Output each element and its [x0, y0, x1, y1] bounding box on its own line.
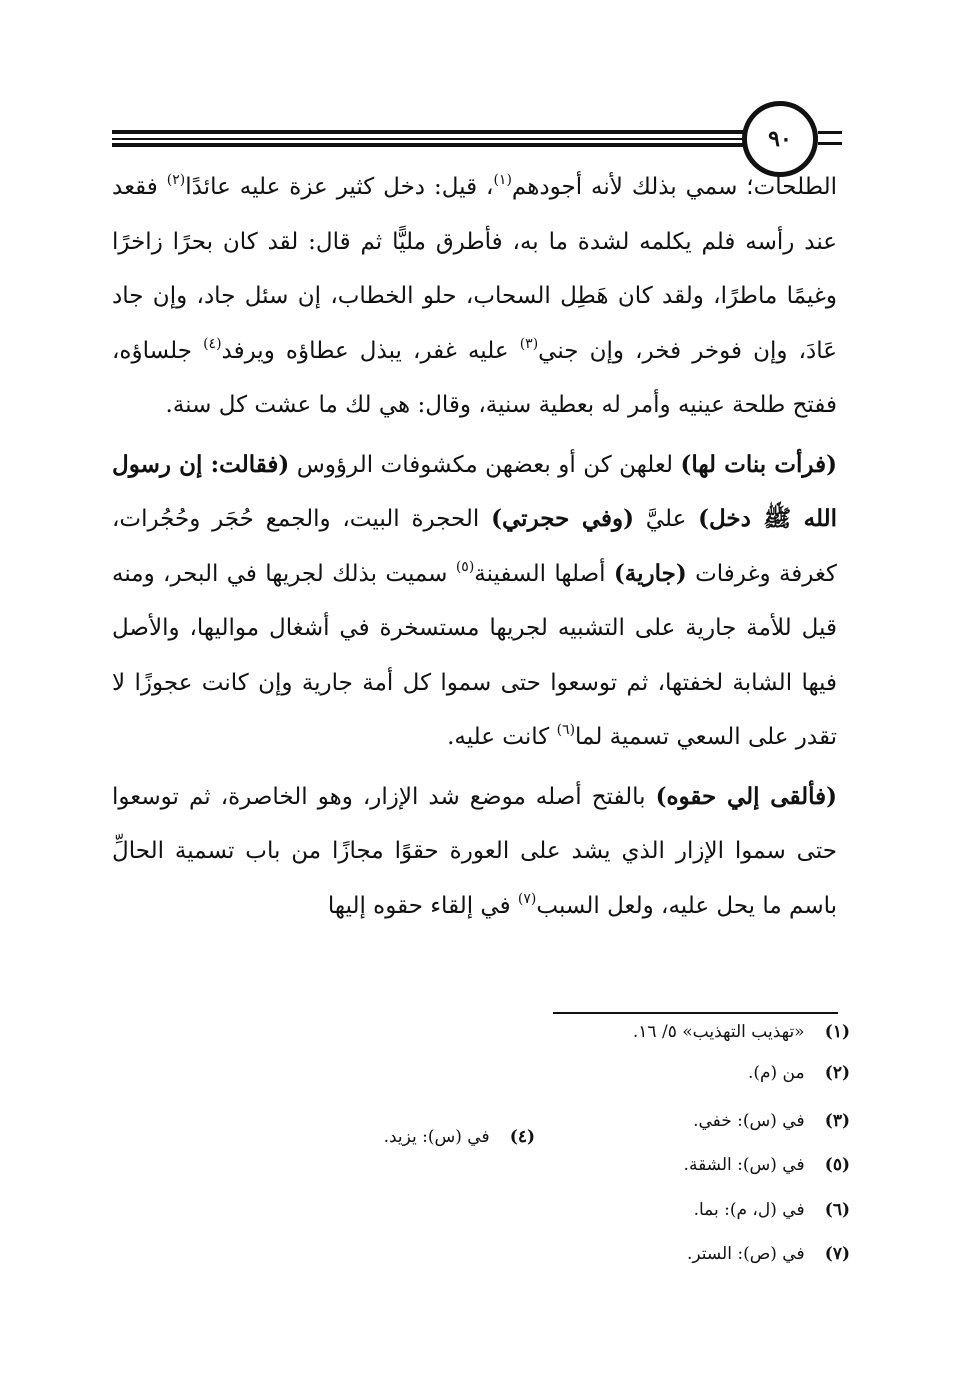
header-rule-bottom	[112, 143, 752, 147]
footnote-number: (١)	[824, 1022, 850, 1042]
footnote-3	[693, 1111, 850, 1131]
footnote-4	[384, 1127, 535, 1147]
commentary-text: كانت عليه.	[447, 724, 557, 750]
commentary-text: ، قيل: دخل كثير عزة عليه عائدًا	[185, 174, 494, 200]
footnote-5	[684, 1155, 850, 1175]
paragraph-3	[112, 770, 837, 934]
footnote-marker: (٥)	[455, 558, 475, 575]
footnote-text: في (س): خفي.	[693, 1111, 805, 1131]
commentary-text: أصلها السفينة	[474, 560, 614, 587]
footnote-marker: (٢)	[166, 172, 186, 188]
commentary-text: عليه غفر، يبذل عطاؤه ويرفد	[221, 337, 520, 364]
header-rule-right-top	[818, 131, 842, 134]
commentary-text: جلساؤه، ففتح طلحة عينيه وأمر له بعطية سنية، وقال: هي لك ما عشت كل سنة.	[112, 337, 837, 418]
page-number: ٩٠	[742, 101, 818, 177]
footnote-marker: (٣)	[519, 335, 539, 352]
main-text	[112, 160, 837, 933]
quoted-hadith-text: (فقالت: إن رسول الله ﷺ دخل)	[112, 450, 837, 532]
footnote-number: (٢)	[824, 1063, 850, 1083]
footnote-text: في (س): الشقة.	[683, 1155, 805, 1175]
header-rule-top	[112, 130, 752, 134]
footnote-number: (٦)	[824, 1200, 850, 1220]
commentary-text: فقعد عند رأسه فلم يكلمه لشدة ما به، فأطرق مليًّا ثم قال: لقد كان بحرًا زاخرًا وغيمًا ماطرًا، ولقد كان هَطِل السحاب، حلو الخطاب، إن سئل جاد، وإن جاد عَادَ، وإن فوخر فخر، وإن جني	[112, 174, 838, 364]
footnote-number: (٧)	[824, 1244, 850, 1264]
footnote-marker: (٦)	[556, 722, 576, 738]
footnote-marker: (١)	[493, 172, 512, 188]
footnote-text: من (م).	[747, 1063, 805, 1083]
commentary-text: عليَّ	[633, 506, 699, 532]
quoted-hadith-text: (جارية)	[613, 559, 687, 587]
footnote-marker: (٧)	[517, 890, 537, 907]
commentary-text: بالفتح أصله موضع شد الإزار، وهو الخاصرة، ثم توسعوا حتى سموا الإزار الذي يشد على العورة حقوًا مجازًا من باب تسمية الحالِّ باسم ما يحل عليه، ولعل السبب	[112, 783, 837, 919]
footnote-number: (٥)	[824, 1155, 850, 1175]
footnote-text: «تهذيب التهذيب» ٥/ ١٦.	[632, 1022, 805, 1042]
footnote-1	[633, 1022, 850, 1042]
paragraph-2	[112, 438, 837, 765]
footnote-separator	[553, 1012, 838, 1014]
footnote-text: في (ل، م): بما.	[693, 1200, 805, 1220]
quoted-hadith-text: (فألقى إلي حقوه)	[655, 782, 837, 810]
footnote-7	[687, 1244, 850, 1264]
quoted-hadith-text: (وفي حجرتي)	[491, 505, 634, 532]
commentary-text: الطلحات؛ سمي بذلك لأنه أجودهم	[511, 174, 837, 200]
footnote-text: في (ص): الستر.	[686, 1244, 805, 1264]
header-rule-middle	[112, 138, 752, 140]
paragraph-1	[112, 160, 837, 433]
footnote-text: في (س): يزيد.	[383, 1127, 490, 1147]
commentary-text: الحجرة البيت، والجمع حُجَر وحُجُرات، كغرفة وغرفات	[112, 506, 838, 587]
commentary-text: سميت بذلك لجريها في البحر، ومنه قيل للأمة جارية على التشبيه لجريها مستسخرة في أشغال مواليها، والأصل فيها الشابة لخفتها، ثم توسعوا حتى سموا كل أمة جارية وإن كانت عجوزًا لا تقدر على السعي تسمية لما	[112, 560, 837, 750]
quoted-hadith-text: (فرأت بنات لها)	[680, 450, 837, 478]
footnote-2	[748, 1063, 850, 1083]
footnote-marker: (٤)	[203, 335, 222, 352]
commentary-text: لعلهن كن أو بعضهن مكشوفات الرؤوس	[289, 451, 681, 478]
footnote-6	[694, 1200, 850, 1220]
footnote-number: (٣)	[824, 1111, 850, 1131]
commentary-text: في إلقاء حقوه إليها	[327, 892, 518, 919]
header-rule-right-bottom	[818, 142, 842, 145]
footnote-number: (٤)	[509, 1127, 535, 1147]
